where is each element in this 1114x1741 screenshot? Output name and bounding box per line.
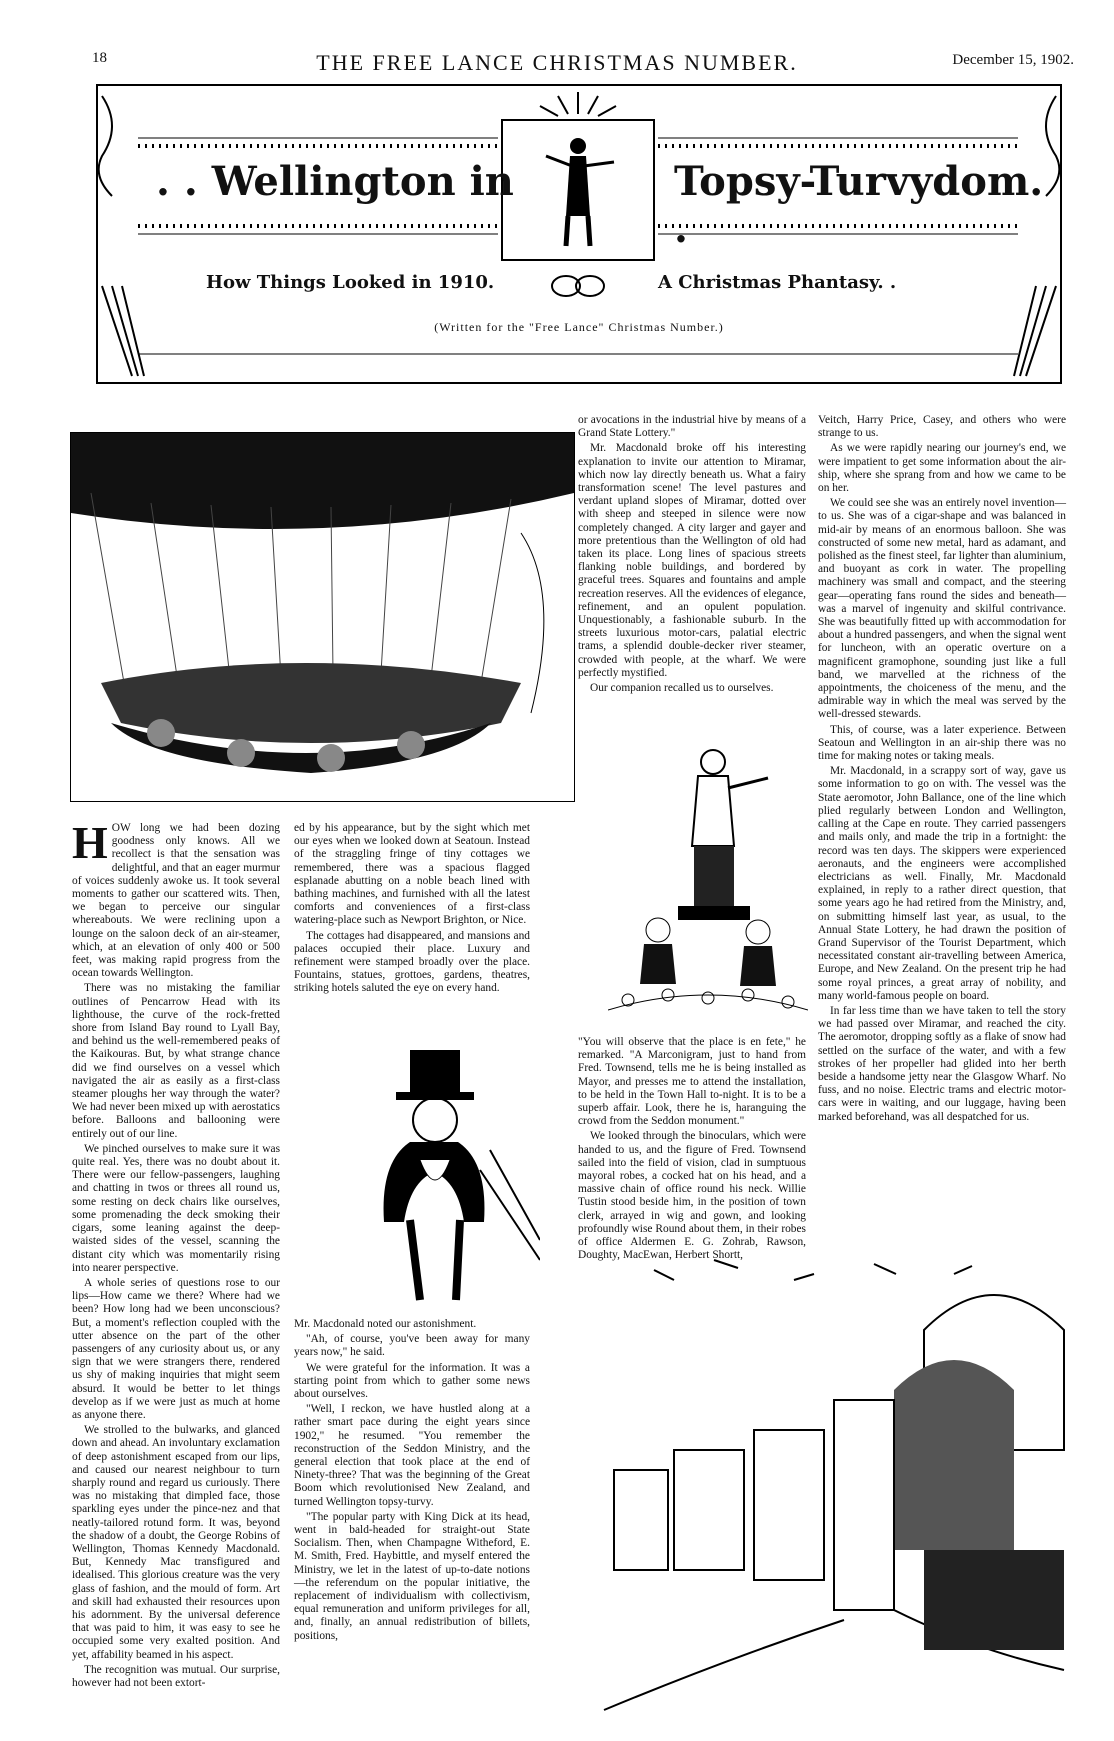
article-column-2-bottom bbox=[294, 1318, 530, 1722]
statue-illustration bbox=[608, 740, 808, 1030]
paragraph: Mr. Macdonald noted our astonishment. bbox=[294, 1318, 477, 1330]
paragraph: or avocations in the industrial hive by means of a Grand State Lottery." bbox=[578, 414, 806, 440]
paragraph: We were grateful for the information. It was a starting point from which to gather some news about ourselves. bbox=[294, 1361, 530, 1401]
publication-title: THE FREE LANCE CHRISTMAS NUMBER. bbox=[316, 50, 798, 75]
banner-title-left: . . Wellington in bbox=[156, 158, 514, 205]
paragraph: OW long we had been dozing goodness only knows. All we recollect is that the sensation was delightful, and that an eager murmur of voices suddenly awoke us. It took several moments to gather our scattered wits. Then, we began to perceive our singular whereabouts. We were reclining upon a lounge on the saloon deck of an air-steamer, which, at an elevation of only 400 or 500 feet, was making rapid progress from the ocean towards Wellington. bbox=[72, 822, 280, 980]
paragraph: "You will observe that the place is en fete," he remarked. "A Marconigram, just to hand from Fred. Townsend, tells me he is being installed as Mayor, and presses me to attend the installation, to be held in the Town Hall to-night. It is to be a superb affair. Look, there he is, haranguing the crowd from the Seddon monument." bbox=[578, 1036, 806, 1128]
issue-date: December 15, 1902. bbox=[952, 52, 1074, 68]
paragraph: "The popular party with King Dick at its head, went in bald-headed for straight-out State Socialism. Then, when Champagne Witheford, E. M. Smith, Fred. Haybittle, and myself entered the Ministry, we let in the latest of up-to-date notions—the referendum on the popular initiative, the replacement of individualism with collectivism, equal remuneration and uniform privileges for all, and, finally, an annual redistribution of billets, positions, bbox=[294, 1510, 530, 1642]
banner-subtitle-left: How Things Looked in 1910. bbox=[206, 272, 495, 293]
paragraph: The cottages had disappeared, and mansions and palaces occupied their place. Luxury and refinement were stamped broadly over the place. Fountains, statues, grottoes, gardens, theatres, striking hotels saluted the eye on every hand. bbox=[294, 929, 530, 995]
banner-subtitle-right: A Christmas Phantasy. . bbox=[658, 272, 897, 293]
caricature-illustration bbox=[340, 1040, 540, 1310]
paragraph: We looked through the binoculars, which were handed to us, and the figure of Fred. Townsend sailed into the field of vision, clad in sumptuous mayoral robes, a cocked hat on his head, and a massive chain of office round his neck. Willie Tustin stood beside him, in the position of town clerk, arrayed in wig and gown, and looking profoundly wise Round about them, in their robes of office Aldermen E. G. Zohrab, Rawson, Doughty, MacEwan, Herbert Shortt, bbox=[578, 1130, 806, 1262]
drop-cap: H bbox=[72, 817, 108, 868]
paragraph: A whole series of questions rose to our lips—How came we there? Where had we been? How long had we been unconscious? But, a moment's reflection coupled with the utter absence on the part of the other passengers of any curiosity about us, or any sign that we were strangers there, rendered us shy of making inquiries that might seem absurd. It would be better to let things develop as if we were just as much at home as anyone there. bbox=[72, 1276, 280, 1421]
article-column-3-top bbox=[578, 414, 806, 734]
city-illustration bbox=[594, 1250, 1074, 1720]
paragraph: We strolled to the bulwarks, and glanced down and ahead. An involuntary exclamation of deep astonishment escaped from our lips, and caused our nearest neighbour to turn sharply round and regard us curiously. There was no mistaking that dimpled face, those sparkling eyes under the pince-nez and that neatly-tailored rotund form. It was, beyond the shadow of a doubt, the George Robins of Wellington, Thomas Kennedy Macdonald. But, Kennedy Mac transfigured and idealised. This glorious creature was the very glass of fashion, and the mould of form. Art and skill had exhausted their resources upon his adornment. By the universal deference that was paid to him, it was easy to see he occupied some very exalted position. And yet, affability beamed in his aspect. bbox=[72, 1424, 280, 1661]
paragraph: In far less time than we have taken to tell the story we had passed over Miramar, and reached the city. The aeromotor, dropping softly as a flake of snow had settled on the surface of the water, and with a few strokes of her propeller had glided into her berth beside a handsome jetty near the Glasgow Wharf. No fuss, and no noise. Electric trams and electric motor-cars were in waiting, and our luggage, having been marked beforehand, was all despatched for us. bbox=[818, 1004, 1066, 1123]
paragraph: This, of course, was a later experience. Between Seatoun and Wellington in an air-ship there was no time for making notes or taking meals. bbox=[818, 723, 1066, 763]
paragraph: "Ah, of course, you've been away for many years now," he said. bbox=[294, 1333, 530, 1359]
airship-drawing bbox=[71, 433, 574, 801]
paragraph: ed by his appearance, but by the sight which met our eyes when we looked down at Seatoun. Instead of the straggling fringe of tiny cottages we remembered, there was a spacious flagged esplanade abutting on a noble beach lined with bathing machines, and furnished with all the latest comforts and conveniences of a first-class watering-place such as Newport Brighton, or Nice. bbox=[294, 822, 530, 927]
article-column-2-top bbox=[294, 822, 530, 1042]
running-header bbox=[40, 50, 1074, 74]
paragraph: "Well, I reckon, we have hustled along at a rather smart pace during the eight years since 1902," he resumed. "You remember the reconstruction of the Seddon Ministry, and the general election that took place at the end of Ninety-three? That was the beginning of the Great Boom which revolutionised New Zealand, and turned Wellington topsy-turvy. bbox=[294, 1403, 530, 1508]
top-hat-figure-drawing bbox=[340, 1040, 540, 1310]
article-column-3-bottom bbox=[578, 1036, 806, 1266]
city-skyline-drawing bbox=[594, 1250, 1074, 1720]
article-column-1 bbox=[72, 817, 280, 1722]
article-column-4 bbox=[818, 414, 1066, 1244]
banner-title-right: Topsy-Turvydom. . bbox=[674, 158, 1044, 252]
paragraph: As we were rapidly nearing our journey's end, we were impatient to get some information about the air-ship, where she sprang from and how we came to be on her. bbox=[818, 442, 1066, 495]
paragraph: Our companion recalled us to ourselves. bbox=[590, 682, 774, 695]
paragraph: There was no mistaking the familiar outlines of Pencarrow Head with its lighthouse, the curve of the rock-fretted shore from Island Bay round to Lyall Bay, and behind us the well-remembered peaks of the Kaikouras. But, by what strange chance did we find ourselves on a vessel which navigated the air as easily as a first-class steamer ploughs her way through the water? We had never been mixed up with aerostatics before. Balloons and ballooning were entirely out of our line. bbox=[72, 982, 280, 1140]
mayor-statue-drawing bbox=[608, 740, 808, 1030]
page-number: 18 bbox=[92, 50, 107, 66]
paragraph: Mr. Macdonald, in a scrappy sort of way, gave us some information to go on with. The vessel was the State aeromotor, John Ballance, one of the line which plied regularly between London and Wellington, calling at the Cape en route. They carried passengers and mails only, and made the trip in a fortnight: the record was ten days. The skippers were experienced aeronauts, and the engineers were accomplished electricians as well. Finally, Mr. Macdonald explained, in reply to a rather direct question, that some years ago he had retired from the Ministry, and, on submitting himself last year, as usual, to the Annual State Lottery, he had drawn the position of Grand Supervisor of the Tourist Department, which necessitated constant air-travelling between America, Europe, and New Zealand. On the present trip he had some royal princes, a great array of nobility, and many world-famous people on board. bbox=[818, 765, 1066, 1002]
paragraph: The recognition was mutual. Our surprise, however had not been extort- bbox=[72, 1663, 280, 1689]
paragraph: Mr. Macdonald broke off his interesting explanation to invite our attention to Miramar, which now lay directly beneath us. What a fairy transformation scene! The level pastures and verdant upland slopes of Miramar, dotted over with sheep and steeped in silence were now completely changed. A city larger and gayer and more pretentious than the Wellington of old had taken its place. Long lines of spacious streets flanking noble buildings, and bordered by graceful trees. Squares and fountains and ample recreation reserves. All the evidences of elegance, refinement, and an opulent population. Unquestionably, a fashionable suburb. In the streets luxurious motor-cars, palatial electric trams, a splendid double-decker river steamer, crowded with people, at the wharf. We were perfectly mystified. bbox=[578, 442, 806, 679]
airship-illustration bbox=[70, 432, 575, 802]
paragraph: We could see she was an entirely novel invention—to us. She was of a cigar-shape and was balanced in mid-air by means of an enormous balloon. She was constructed of some new metal, hard as adamant, and polished as the finest steel, far lighter than aluminium, and buoyant as cork in water. The propelling machinery was small and compact, and the steering gear—operating fans round the sides and beneath—was a marvel of ingenuity and skilful contrivance. She was beautifully fitted up with accommodation for about a hundred passengers, and when the signal went for luncheon, with an operatic overture on a magnificent gramophone, sounding just like a full band, we marvelled at the richness of the appointments, the choiceness of the menu, and the admirable way in which the meal was served by the well-dressed stewards. bbox=[818, 497, 1067, 721]
paragraph: Veitch, Harry Price, Casey, and others who were strange to us. bbox=[818, 414, 1066, 440]
paragraph: We pinched ourselves to make sure it was quite real. Yes, there was no doubt about it. There were our fellow-passengers, laughing and chatting in twos or threes all round us, some resting on deck chairs like ourselves, some promenading the deck smoking their cigars, some leaning against the deep-waisted sides of the vessel, scanning the distant city which was momentarily rising into nearer perspective. bbox=[72, 1142, 280, 1274]
title-banner bbox=[96, 84, 1062, 384]
banner-note: (Written for the "Free Lance" Christmas Number.) bbox=[434, 320, 724, 334]
